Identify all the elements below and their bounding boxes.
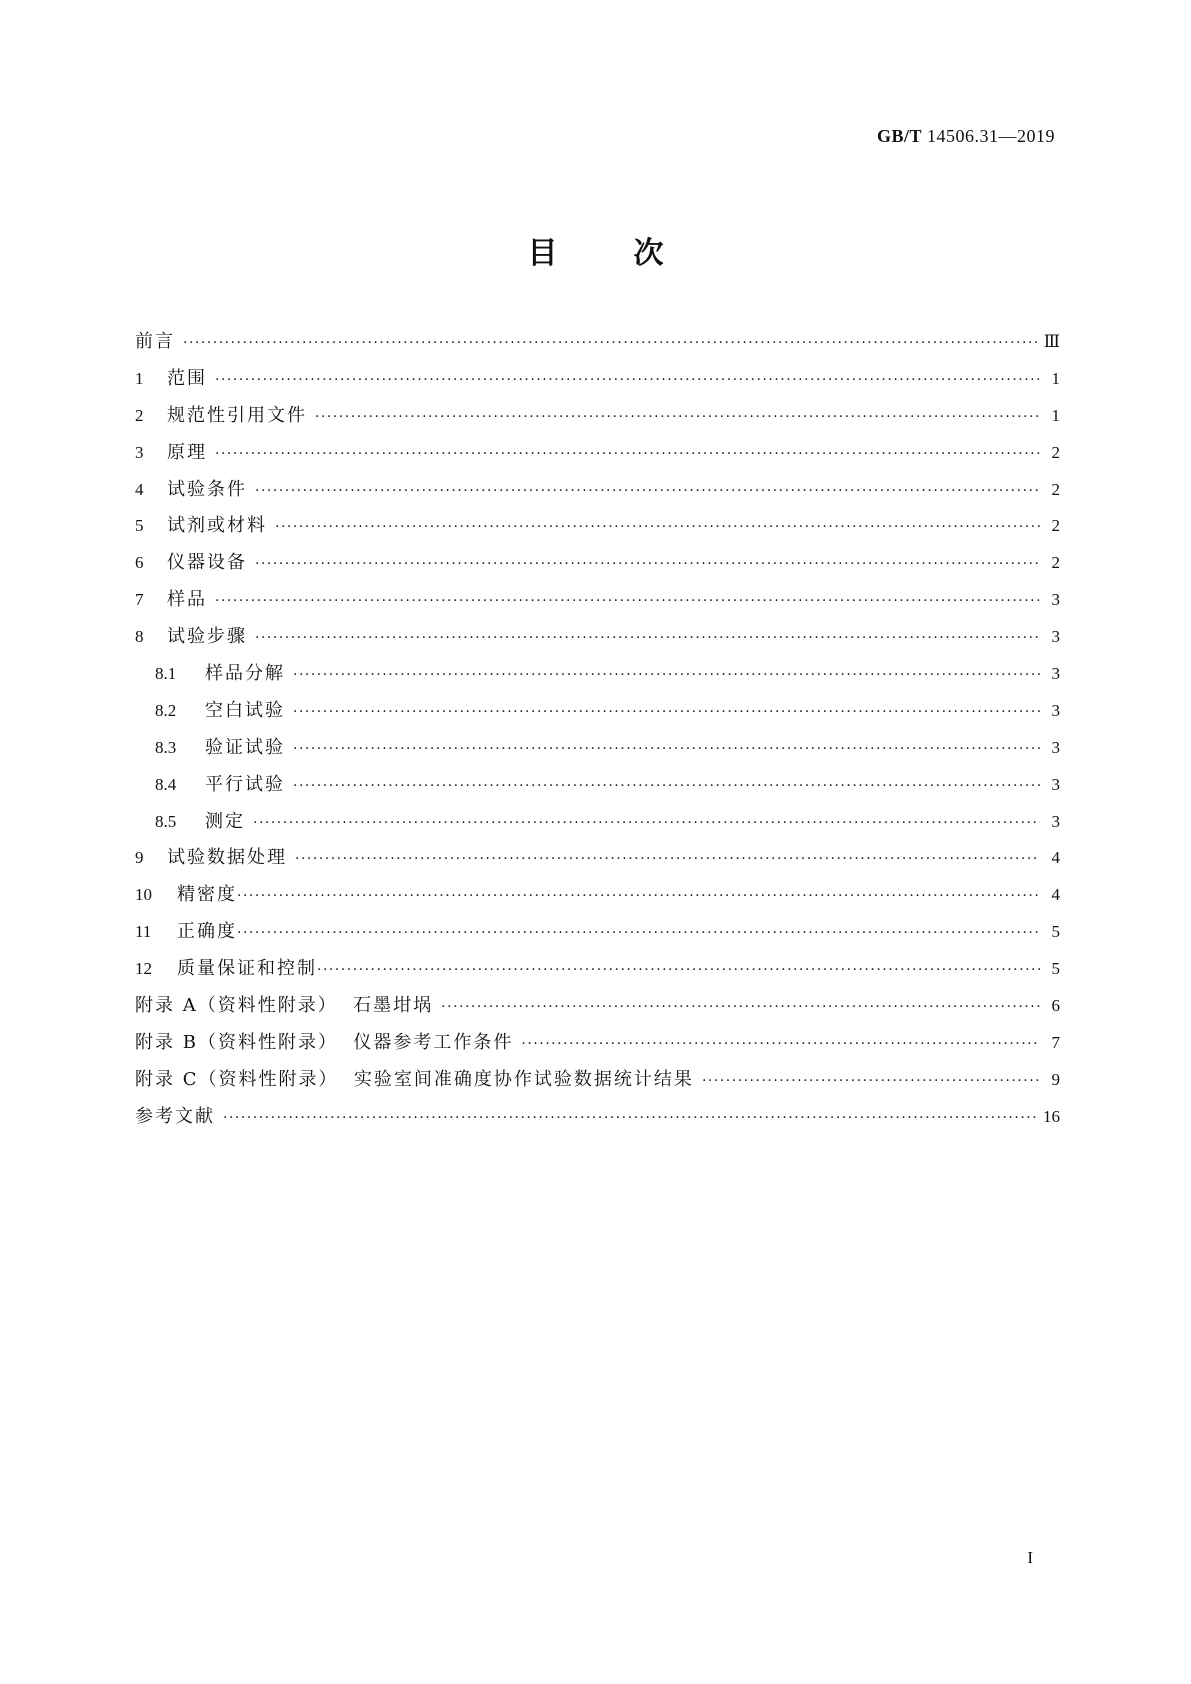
toc-leader-dots	[315, 409, 1040, 425]
toc-entry-label: 附录 A（资料性附录） 石墨坩埚	[135, 995, 434, 1017]
table-of-contents	[135, 327, 1060, 1139]
toc-leader-dots	[253, 815, 1040, 831]
toc-entry-label: 样品	[167, 589, 207, 611]
standard-number: 14506.31—2019	[927, 126, 1055, 146]
toc-entry-6[interactable]	[135, 548, 1060, 585]
toc-leader-dots	[293, 667, 1040, 683]
toc-entry-number: 10	[135, 885, 152, 905]
toc-entry-page: 5	[1051, 959, 1060, 979]
toc-entry-number: 9	[135, 848, 144, 868]
toc-leader-dots	[521, 1036, 1040, 1052]
toc-entry-8[interactable]	[135, 622, 1060, 659]
standard-prefix: GB/T	[876, 126, 922, 146]
toc-entry-label: 试剂或材料	[167, 515, 267, 537]
toc-entry-label: 样品分解	[205, 663, 285, 685]
toc-leader-dots	[215, 372, 1040, 388]
toc-entry-8-5[interactable]	[135, 807, 1060, 844]
toc-entry-2[interactable]	[135, 401, 1060, 438]
toc-entry-page: 1	[1051, 405, 1060, 425]
toc-leader-dots	[215, 593, 1040, 609]
toc-entry-page: 1	[1051, 368, 1060, 388]
toc-entry-page: 2	[1051, 516, 1060, 536]
toc-entry-annex-a[interactable]	[135, 991, 1060, 1028]
toc-leader-dots	[293, 741, 1040, 757]
toc-leader-dots	[237, 925, 1040, 941]
toc-leader-dots	[255, 630, 1040, 646]
toc-entry-10[interactable]	[135, 880, 1060, 917]
toc-leader-dots	[255, 556, 1040, 572]
toc-entry-number: 8.3	[155, 737, 177, 757]
toc-entry-references[interactable]	[135, 1102, 1060, 1139]
toc-entry-page: 9	[1051, 1069, 1060, 1089]
toc-entry-8-1[interactable]	[135, 659, 1060, 696]
toc-entry-label: 原理	[167, 441, 207, 463]
toc-entry-label: 试验数据处理	[167, 847, 287, 869]
toc-entry-label: 试验条件	[167, 478, 247, 500]
toc-entry-1[interactable]	[135, 364, 1060, 401]
toc-entry-label: 参考文献	[135, 1105, 215, 1127]
toc-leader-dots	[441, 999, 1040, 1015]
toc-entry-number: 4	[135, 479, 144, 499]
toc-entry-page: 3	[1051, 737, 1060, 757]
toc-entry-page: 4	[1051, 848, 1060, 868]
toc-entry-page: 2	[1051, 442, 1060, 462]
toc-leader-dots	[295, 851, 1040, 867]
toc-entry-page: 3	[1051, 664, 1060, 684]
toc-entry-page: 3	[1051, 811, 1060, 831]
toc-entry-8-4[interactable]	[135, 770, 1060, 807]
toc-entry-page: 5	[1051, 922, 1060, 942]
toc-entry-page: 4	[1051, 885, 1060, 905]
toc-entry-page: 3	[1051, 700, 1060, 720]
toc-entry-number: 11	[135, 922, 152, 942]
toc-entry-5[interactable]	[135, 511, 1060, 548]
toc-entry-label: 空白试验	[205, 699, 285, 721]
toc-entry-number: 1	[135, 368, 144, 388]
toc-entry-number: 8.4	[155, 774, 177, 794]
page-title	[0, 228, 1191, 272]
toc-entry-12[interactable]	[135, 954, 1060, 991]
toc-entry-page: 2	[1051, 553, 1060, 573]
toc-entry-annex-c[interactable]	[135, 1065, 1060, 1102]
toc-leader-dots	[223, 1110, 1037, 1126]
page-number: I	[1027, 1548, 1033, 1567]
toc-entry-label: 质量保证和控制	[177, 958, 317, 980]
toc-entry-label: 正确度	[177, 921, 237, 943]
standard-code	[877, 126, 1055, 147]
toc-entry-page: 3	[1051, 590, 1060, 610]
title-char-2: 次	[633, 236, 664, 271]
toc-entry-number: 8.2	[155, 700, 177, 720]
toc-entry-number: 8.5	[155, 811, 177, 831]
toc-entry-foreword[interactable]	[135, 327, 1060, 364]
toc-entry-page: Ⅲ	[1043, 332, 1060, 351]
toc-leader-dots	[275, 519, 1040, 535]
toc-entry-label: 试验步骤	[167, 626, 247, 648]
toc-entry-11[interactable]	[135, 917, 1060, 954]
toc-entry-8-3[interactable]	[135, 733, 1060, 770]
toc-entry-number: 8	[135, 627, 144, 647]
toc-entry-page: 16	[1043, 1106, 1060, 1126]
toc-entry-number: 5	[135, 516, 144, 536]
toc-entry-number: 7	[135, 590, 144, 610]
toc-entry-number: 6	[135, 553, 144, 573]
toc-entry-label: 精密度	[177, 884, 237, 906]
toc-entry-label: 平行试验	[205, 773, 285, 795]
toc-entry-8-2[interactable]	[135, 696, 1060, 733]
toc-leader-dots	[317, 962, 1040, 978]
toc-entry-label: 测定	[205, 810, 245, 832]
toc-leader-dots	[237, 888, 1040, 904]
toc-entry-4[interactable]	[135, 475, 1060, 512]
toc-leader-dots	[702, 1073, 1040, 1089]
toc-entry-annex-b[interactable]	[135, 1028, 1060, 1065]
toc-entry-7[interactable]	[135, 585, 1060, 622]
toc-entry-label: 附录 C（资料性附录） 实验室间准确度协作试验数据统计结果	[135, 1068, 694, 1090]
toc-entry-page: 2	[1051, 479, 1060, 499]
toc-leader-dots	[255, 483, 1040, 499]
toc-leader-dots	[215, 446, 1040, 462]
toc-leader-dots	[183, 335, 1038, 351]
toc-entry-3[interactable]	[135, 438, 1060, 475]
toc-entry-number: 2	[135, 405, 144, 425]
toc-entry-label: 附录 B（资料性附录） 仪器参考工作条件	[135, 1031, 514, 1053]
toc-entry-number: 8.1	[155, 664, 177, 684]
toc-entry-page: 3	[1051, 627, 1060, 647]
toc-entry-number: 12	[135, 959, 152, 979]
title-char-1: 目	[527, 236, 558, 271]
toc-entry-page: 7	[1051, 1032, 1060, 1052]
toc-leader-dots	[293, 778, 1040, 794]
toc-entry-page: 6	[1051, 996, 1060, 1016]
toc-entry-page: 3	[1051, 774, 1060, 794]
toc-entry-9[interactable]	[135, 843, 1060, 880]
toc-entry-number: 3	[135, 442, 144, 462]
toc-entry-label: 仪器设备	[167, 552, 247, 574]
toc-leader-dots	[293, 704, 1040, 720]
toc-entry-label: 验证试验	[205, 736, 285, 758]
toc-entry-label: 规范性引用文件	[167, 404, 307, 426]
toc-entry-label: 范围	[167, 367, 207, 389]
toc-entry-label: 前言	[135, 331, 175, 352]
